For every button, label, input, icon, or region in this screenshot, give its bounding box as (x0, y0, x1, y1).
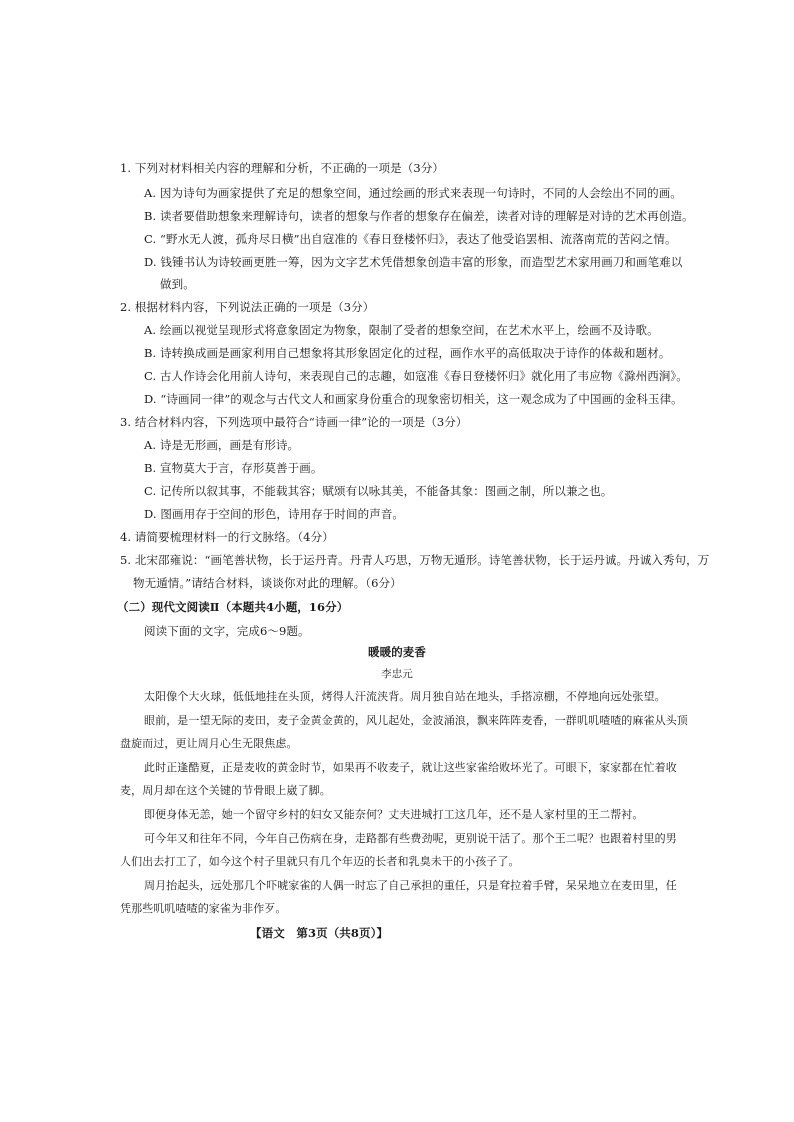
question-4-stem: 4. 请简要梳理材料一的行文脉络。（4分） (120, 530, 334, 544)
story-paragraph-1: 太阳像个大火球，低低地挂在头顶，烤得人汗流浃背。周月独自站在地头，手搭凉棚，不停地向远处张望。 (144, 690, 666, 703)
story-paragraph-6-cont: 凭那些叽叽喳喳的家雀为非作歹。 (120, 902, 287, 915)
question-1-option-d: D. 钱锺书认为诗较画更胜一筹，因为文字艺术凭借想象创造丰富的形象，而造型艺术家用画刀和画笔难以 (144, 255, 683, 269)
question-3-option-c: C. 记传所以叙其事，不能载其容；赋颂有以咏其美，不能备其象：图画之制，所以兼之也。 (144, 484, 613, 498)
question-1-stem: 1. 下列对材料相关内容的理解和分析，不正确的一项是（3分） (120, 161, 444, 175)
question-1-option-a: A. 因为诗句为画家提供了充足的想象空间，通过绘画的形式来表现一句诗时，不同的人会绘出不同的画。 (144, 186, 682, 200)
story-paragraph-4: 即便身体无恙，她一个留守乡村的妇女又能奈何？丈夫进城打工这几年，还不是人家村里的王二帮衬。 (144, 808, 644, 821)
story-paragraph-3: 此时正逢酷夏，正是麦收的黄金时节，如果再不收麦子，就让这些家雀给败坏光了。可眼下，家家都在忙着收 (144, 761, 677, 774)
question-5-stem-cont: 物无遁情。”请结合材料，谈谈你对此的理解。（6分） (133, 576, 402, 590)
question-1-option-d-cont: 做到。 (160, 277, 195, 291)
question-2-option-d: D. “诗画同一律”的观念与古代文人和画家身份重合的现象密切相关，这一观念成为了中国画的金科玉律。 (144, 392, 683, 406)
question-2-option-a: A. 绘画以视觉呈现形式将意象固定为物象，限制了受者的想象空间，在艺术水平上，绘画不及诗歌。 (144, 323, 659, 337)
question-3-option-d: D. 图画用存于空间的形色，诗用存于时间的声音。 (144, 507, 405, 521)
section-heading: （二）现代文阅读Ⅱ（本题共4小题，16分） (117, 600, 349, 614)
story-paragraph-2-cont: 盘旋而过，更让周月心生无限焦虑。 (120, 737, 298, 750)
story-title: 暖暖的麦香 (368, 645, 426, 659)
story-author: 李忠元 (381, 668, 413, 680)
question-1-option-b: B. 读者要借助想象来理解诗句，读者的想象与作者的想象存在偏差，读者对诗的理解是对诗的艺术再创造。 (144, 209, 694, 223)
section-instruction: 阅读下面的文字，完成6～9题。 (144, 624, 310, 638)
question-3-stem: 3. 结合材料内容，下列选项中最符合“诗画一律”论的一项是（3分） (120, 415, 468, 429)
question-3-option-a: A. 诗是无形画，画是有形诗。 (144, 438, 300, 452)
question-2-stem: 2. 根据材料内容，下列说法正确的一项是（3分） (120, 300, 375, 314)
story-paragraph-2: 眼前，是一望无际的麦田，麦子金黄金黄的，风儿起处，金波涌浪，飘来阵阵麦香，一群叽叽喳喳的麻雀从头顶 (144, 714, 688, 727)
story-paragraph-5-cont: 人们出去打工了，如今这个村子里就只有几个年迈的长者和乳臭未干的小孩子了。 (120, 855, 520, 868)
story-paragraph-6: 周月抬起头，远处那几个吓唬家雀的人偶一时忘了自己承担的重任，只是耷拉着手臂，呆呆地立在麦田里，任 (144, 879, 677, 892)
question-2-option-c: C. 古人作诗会化用前人诗句，来表现自己的志趣，如寇准《春日登楼怀归》就化用了韦应物《滁州西涧》。 (144, 369, 688, 383)
question-1-option-c: C. “野水无人渡，孤舟尽日横”出自寇准的《春日登楼怀归》，表达了他受谄罢相、流落南荒的苦闷之情。 (144, 232, 677, 246)
page-footer: 【语文 第3页（共8页）】 (250, 926, 389, 940)
question-3-option-b: B. 宣物莫大于言，存形莫善于画。 (144, 461, 323, 475)
story-paragraph-5: 可今年又和往年不同，今年自己伤病在身，走路都有些费劲呢，更别说干活了。那个王二呢？也跟着村里的男 (144, 832, 677, 845)
story-paragraph-3-cont: 麦，周月却在这个关键的节骨眼上崴了脚。 (120, 784, 331, 797)
question-2-option-b: B. 诗转换成画是画家利用自己想象将其形象固定化的过程，画作水平的高低取决于诗作的体裁和题材。 (144, 346, 671, 360)
question-5-stem: 5. 北宋邵雍说：“画笔善状物，长于运丹青。丹青人巧思，万物无遁形。诗笔善状物，长于运丹诚。丹诚入秀句，万 (120, 553, 710, 567)
